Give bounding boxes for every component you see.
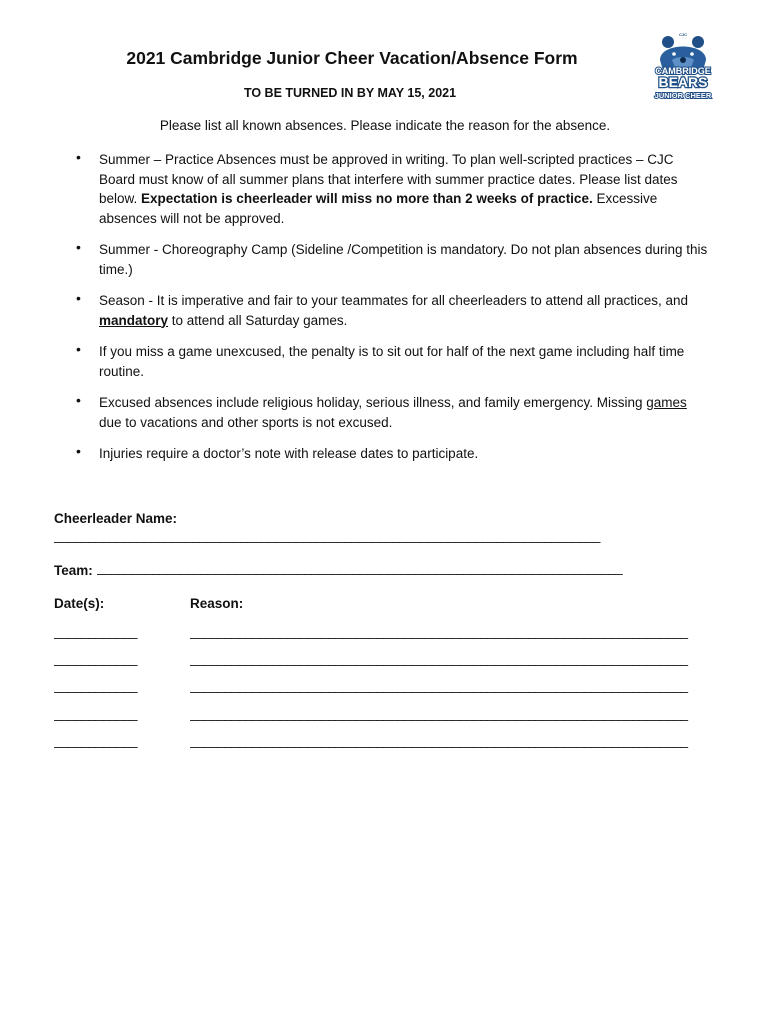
rule-text: to attend all Saturday games. <box>168 312 348 328</box>
dates-label: Date(s): <box>54 596 105 611</box>
bullet-icon: • <box>76 443 81 459</box>
rule-text: Summer - Choreography Camp (Sideline /Competition is mandatory. Do not plan absences during this time.) <box>99 242 708 277</box>
date-field-5[interactable]: ____________ <box>54 733 137 748</box>
rule-summer-practice <box>0 150 770 228</box>
date-field-1[interactable]: ____________ <box>54 624 137 639</box>
rule-text: Excused absences include religious holiday, serious illness, and family emergency. Missing <box>99 395 647 410</box>
cheerleader-name-field[interactable]: _______________________________________________________________________________ <box>54 528 600 543</box>
form-title: 2021 Cambridge Junior Cheer Vacation/Absence Form <box>126 48 578 68</box>
team-label: Team: <box>54 563 93 578</box>
bullet-icon: • <box>76 392 81 408</box>
team-field[interactable]: ____________________________________________________________________________ <box>97 560 623 575</box>
rule-text: Season - It is imperative and fair to your teammates for all cheerleaders to attend all practices, and <box>99 293 689 308</box>
reason-field-5[interactable]: ________________________________________________________________________ <box>190 733 688 748</box>
bullet-icon: • <box>76 239 81 255</box>
rule-text: Excessive absences will not be approved. <box>99 191 658 226</box>
rule-choreography-camp <box>0 240 770 279</box>
logo-small-text: CJC <box>678 32 688 37</box>
rule-unexcused <box>0 342 770 381</box>
reason-field-2[interactable]: ________________________________________________________________________ <box>190 651 688 666</box>
cheerleader-name-label: Cheerleader Name: <box>54 511 178 526</box>
cambridge-bears-logo <box>646 30 720 102</box>
rule-injuries <box>0 444 770 464</box>
reason-field-4[interactable]: ________________________________________________________________________ <box>190 706 688 721</box>
reason-field-1[interactable]: ________________________________________________________________________ <box>190 624 688 639</box>
rule-text: If you miss a game unexcused, the penalty is to sit out for half of the next game including half time routine. <box>99 344 685 379</box>
reason-field-3[interactable]: ________________________________________________________________________ <box>190 678 688 693</box>
bullet-icon: • <box>76 341 81 357</box>
rule-text: due to vacations and other sports is not excused. <box>99 414 393 430</box>
rule-games: games <box>646 395 687 410</box>
rule-mandatory: mandatory <box>99 312 169 328</box>
logo-bottom-text: JUNIOR CHEER <box>654 91 712 100</box>
instructions: Please list all known absences. Please indicate the reason for the absence. <box>159 118 611 133</box>
reason-label: Reason: <box>190 596 244 611</box>
rule-season <box>0 291 770 330</box>
rule-text: Summer – Practice Absences must be approved in writing. To plan well-scripted practices – CJC Board must know of all summer plans that interfere with summer practice dates. Please list dates below. <box>99 152 678 206</box>
deadline-notice: TO BE TURNED IN BY MAY 15, 2021 <box>243 86 457 100</box>
rules-list <box>0 150 770 476</box>
bullet-icon: • <box>76 290 81 306</box>
logo-top-text: CAMBRIDGE <box>655 66 711 76</box>
bullet-icon: • <box>76 149 81 165</box>
rule-expectation: Expectation is cheerleader will miss no more than 2 weeks of practice. <box>141 191 593 206</box>
date-field-4[interactable]: ____________ <box>54 706 137 721</box>
date-field-2[interactable]: ____________ <box>54 651 137 666</box>
logo-main-text: BEARS <box>658 74 708 90</box>
date-field-3[interactable]: ____________ <box>54 678 137 693</box>
rule-excused <box>0 393 770 432</box>
rule-text: Injuries require a doctor’s note with release dates to participate. <box>99 446 479 461</box>
